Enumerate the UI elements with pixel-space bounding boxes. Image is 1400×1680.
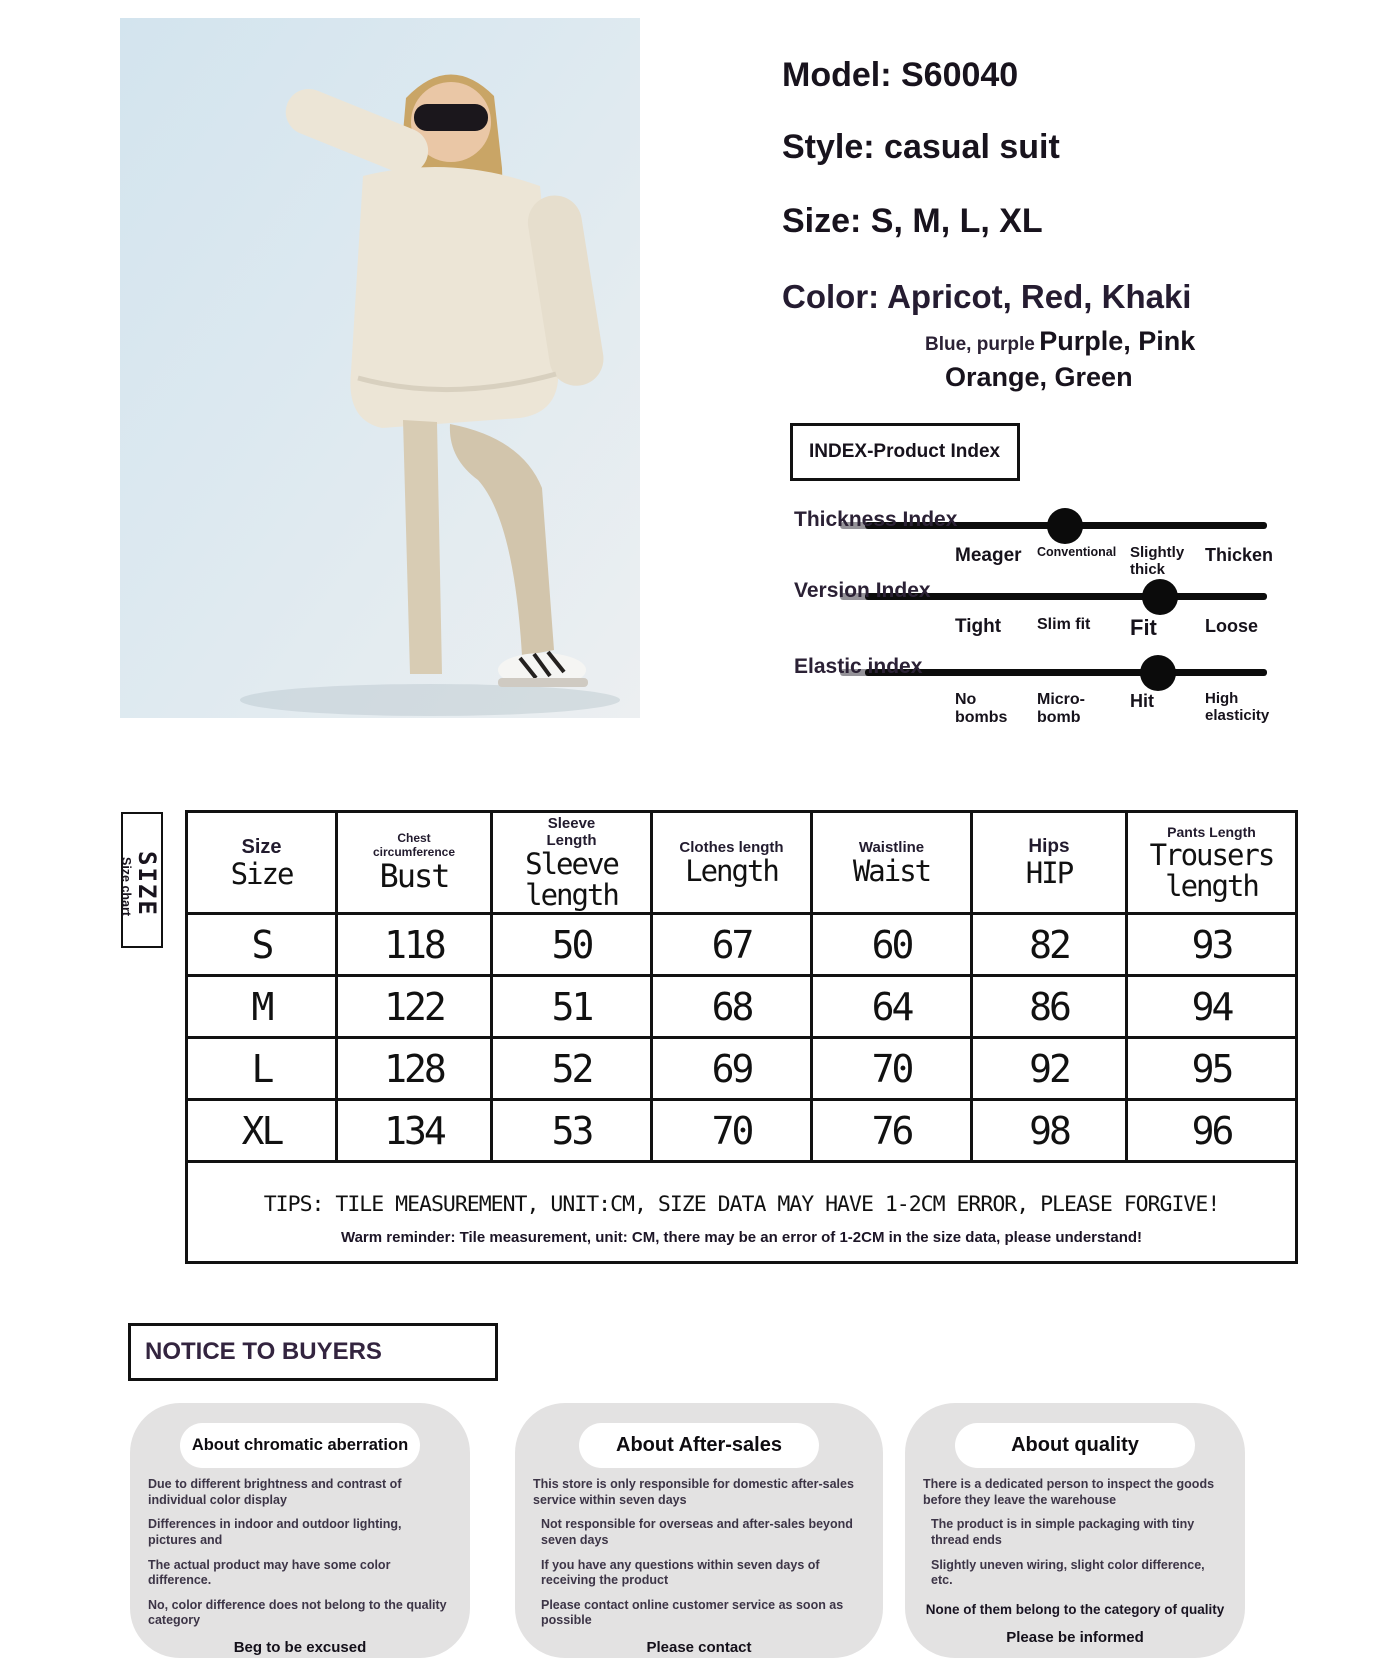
elastic-slider-dot	[1140, 655, 1176, 691]
card-title-quality: About quality	[955, 1423, 1195, 1468]
elastic-option-hit: Hit	[1130, 691, 1154, 711]
color-line: Color: Apricot, Red, Khaki	[782, 278, 1192, 315]
card-paragraph: Not responsible for overseas and after-sales beyond seven days	[541, 1517, 853, 1547]
style-line: Style: casual suit	[782, 128, 1060, 166]
version-slider-label: Version Index	[794, 579, 931, 602]
header-trousers-length: Pants Length Trousers length	[1127, 812, 1297, 914]
notice-card-chromatic-aberration	[130, 1403, 470, 1658]
color-line-2	[925, 326, 1195, 357]
thickness-slider-dot	[1047, 508, 1083, 544]
card-paragraph: There is a dedicated person to inspect the goods before they leave the warehouse	[923, 1477, 1215, 1507]
size-chart-header-row	[187, 812, 1297, 914]
card-title-chromatic-aberration: About chromatic aberration	[180, 1423, 420, 1468]
tips-row	[187, 1162, 1297, 1263]
version-slider-dot	[1142, 579, 1178, 615]
elastic-slider-track	[865, 669, 1267, 676]
header-waist: Waistline Waist	[812, 812, 972, 914]
size-chart-side-title: SIZE	[133, 851, 161, 917]
size-row-xl: XL 134 53 70 76 98 96	[187, 1100, 1297, 1162]
version-option-tight: Tight	[955, 616, 1002, 637]
version-option-loose: Loose	[1205, 616, 1259, 636]
card-paragraph: None of them belong to the category of quality	[925, 1601, 1225, 1617]
notice-card-after-sales	[515, 1403, 883, 1658]
header-size: Size Size	[187, 812, 337, 914]
card-paragraph: Slightly uneven wiring, slight color difference, etc.	[931, 1557, 1205, 1588]
product-index-panel	[790, 423, 1280, 733]
size-row-s: S 118 50 67 60 82 93	[187, 914, 1297, 976]
notice-card-quality	[905, 1403, 1245, 1658]
color-line-2-small: Blue, purple	[925, 334, 1035, 355]
elastic-slider-label: Elastic index	[794, 655, 923, 678]
size-row-l: L 128 52 69 70 92 95	[187, 1038, 1297, 1100]
thickness-option-thicken: Thicken	[1205, 545, 1274, 565]
thickness-option-meager: Meager	[955, 545, 1022, 566]
card-paragraph: The product is in simple packaging with tiny thread ends	[931, 1517, 1195, 1547]
elastic-option-no-bombs: No bombs	[955, 691, 1008, 726]
card-paragraph: The actual product may have some color difference.	[148, 1557, 391, 1588]
tips-text: TIPS: TILE MEASUREMENT, UNIT:CM, SIZE DATA MAY HAVE 1-2CM ERROR, PLEASE FORGIVE!	[263, 1192, 1220, 1217]
card-paragraph: Please contact online customer service as soon as possible	[541, 1597, 844, 1628]
card-paragraph: Due to different brightness and contrast of individual color display	[148, 1477, 402, 1507]
thickness-slider-label: Thickness Index	[794, 508, 958, 531]
size-chart-table	[185, 810, 1298, 1264]
header-length: Clothes length Length	[652, 812, 812, 914]
notice-to-buyers-title: NOTICE TO BUYERS	[128, 1323, 498, 1381]
card-paragraph: This store is only responsible for domestic after-sales service within seven days	[533, 1477, 854, 1507]
size-line: Size: S, M, L, XL	[782, 202, 1043, 240]
card-footer: Please contact	[646, 1639, 752, 1656]
thickness-option-conventional: Conventional	[1037, 545, 1117, 559]
size-chart-side-label	[121, 812, 163, 948]
elastic-option-high-elasticity: High elasticity	[1205, 690, 1270, 724]
model-illustration	[120, 18, 640, 718]
color-line-2-large: Purple, Pink	[1039, 326, 1196, 356]
product-photo	[120, 18, 640, 718]
card-title-after-sales: About After-sales	[579, 1423, 819, 1468]
thickness-option-slightly-thick: Slightly thick	[1130, 544, 1185, 578]
warm-reminder-text: Warm reminder: Tile measurement, unit: CM, there may be an error of 1-2CM in the size data, please understand!	[340, 1229, 1143, 1246]
size-row-m: M 122 51 68 64 86 94	[187, 976, 1297, 1038]
header-sleeve-length: Sleeve Length Sleeve length	[492, 812, 652, 914]
card-paragraph: Differences in indoor and outdoor lighting, pictures and	[148, 1517, 402, 1547]
version-option-fit: Fit	[1130, 615, 1157, 640]
size-chart-side-subtitle: Size chart	[119, 857, 133, 917]
elastic-option-micro-bomb: Micro- bomb	[1037, 691, 1085, 726]
header-bust: Chest circumference Bust	[337, 812, 492, 914]
index-panel-title: INDEX-Product Index	[790, 423, 1020, 481]
card-footer: Please be informed	[1006, 1628, 1144, 1646]
card-paragraph: If you have any questions within seven days of receiving the product	[541, 1557, 820, 1588]
version-option-slim-fit: Slim fit	[1037, 616, 1091, 633]
card-paragraph: No, color difference does not belong to the quality category	[148, 1597, 447, 1628]
card-footer: Beg to be excused	[233, 1639, 367, 1656]
color-line-3: Orange, Green	[945, 362, 1133, 392]
model-line: Model: S60040	[782, 56, 1019, 94]
header-hip: Hips HIP	[972, 812, 1127, 914]
